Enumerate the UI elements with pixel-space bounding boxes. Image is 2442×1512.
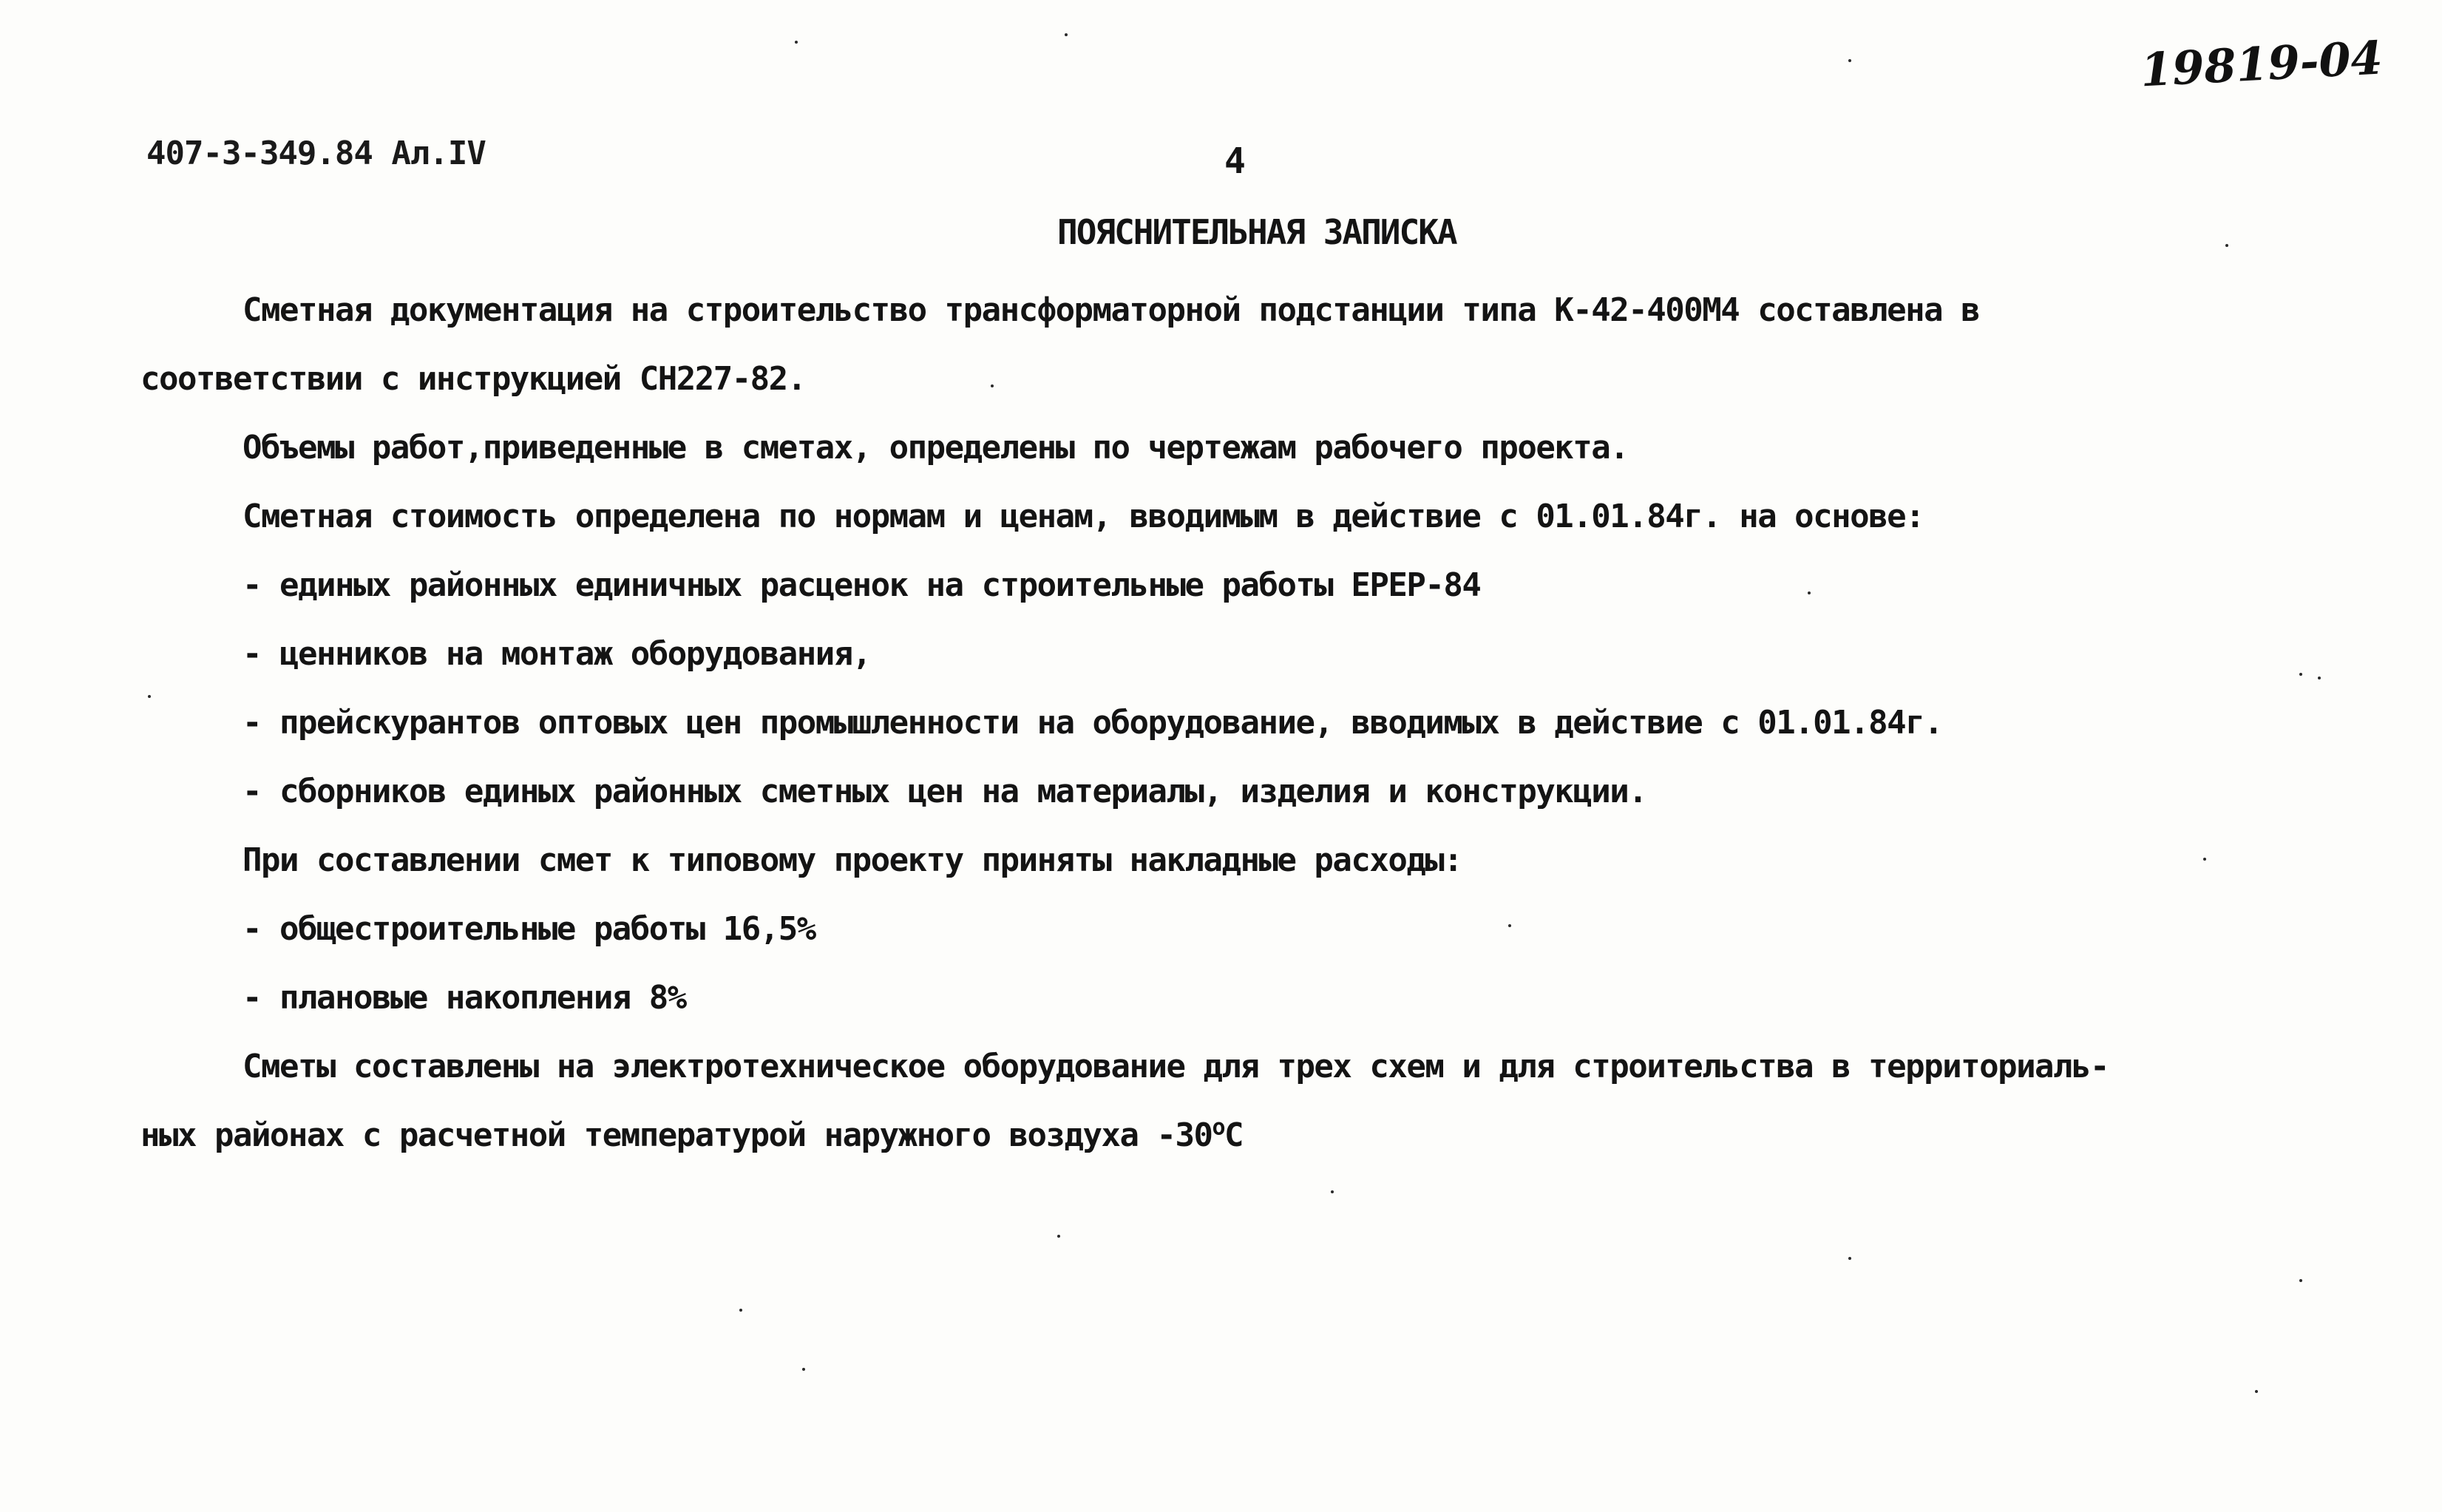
speck	[795, 41, 798, 44]
degree-mark: o	[1212, 1114, 1224, 1141]
paragraph-estimates-equipment-line1: Сметы составлены на электротехническое оборудование для трех схем и для строительства в территориаль-	[242, 1048, 2109, 1085]
page-number: 4	[1224, 140, 1246, 182]
list-item-general-construction: - общестроительные работы 16,5%	[242, 910, 815, 948]
speck	[2255, 1390, 2258, 1393]
speck	[991, 384, 994, 387]
speck	[2203, 858, 2206, 861]
paragraph-estimates-equipment-line2	[140, 1114, 2358, 1186]
paragraph-estimated-cost: Сметная стоимость определена по нормам и ценам, вводимым в действие с 01.01.84г. на основе:	[242, 498, 1924, 535]
speck	[1848, 1257, 1851, 1260]
speck	[802, 1368, 805, 1371]
speck	[2299, 1279, 2302, 1282]
speck	[1065, 33, 1068, 36]
list-item-wholesale-prices: - прейскурантов оптовых цен промышленности на оборудование, вводимых в действие с 01.01.84г.	[242, 704, 1943, 742]
paragraph-estimate-documentation-line2: соответствии с инструкцией СН227-82.	[140, 360, 806, 398]
list-item-planned-savings: - плановые накопления 8%	[242, 979, 686, 1017]
paragraph-estimate-documentation-line1: Сметная документация на строительство трансформаторной подстанции типа К-42-400М4 составлена в	[242, 291, 1980, 329]
paragraph-work-volumes: Объемы работ,приведенные в сметах, определены по чертежам рабочего проекта.	[242, 429, 1629, 467]
paragraph-overhead-costs: При составлении смет к типовому проекту приняты накладные расходы:	[242, 841, 1462, 879]
speck	[2318, 677, 2321, 679]
temperature-unit: C	[1224, 1116, 1243, 1154]
temperature-sentence: ных районах с расчетной температурой наружного воздуха -30	[140, 1116, 1212, 1154]
speck	[1848, 59, 1851, 62]
speck	[2225, 244, 2228, 247]
list-item-material-prices: - сборников единых районных сметных цен на материалы, изделия и конструкции.	[242, 773, 1647, 810]
speck	[2299, 673, 2302, 676]
speck	[1508, 924, 1511, 927]
handwritten-archive-number: 19819-04	[2139, 30, 2384, 98]
speck	[1057, 1235, 1060, 1238]
speck	[739, 1309, 742, 1312]
list-item-price-lists-installation: - ценников на монтаж оборудования,	[242, 635, 871, 673]
document-code: 407-3-349.84 Ал.IV	[146, 135, 486, 172]
document-body	[140, 292, 2358, 1186]
document-title: ПОЯСНИТЕЛЬНАЯ ЗАПИСКА	[1057, 212, 1456, 252]
speck	[148, 695, 151, 698]
speck	[1808, 591, 1811, 594]
speck	[1331, 1190, 1334, 1193]
list-item-rates: - единых районных единичных расценок на строительные работы ЕРЕР-84	[242, 566, 1481, 604]
